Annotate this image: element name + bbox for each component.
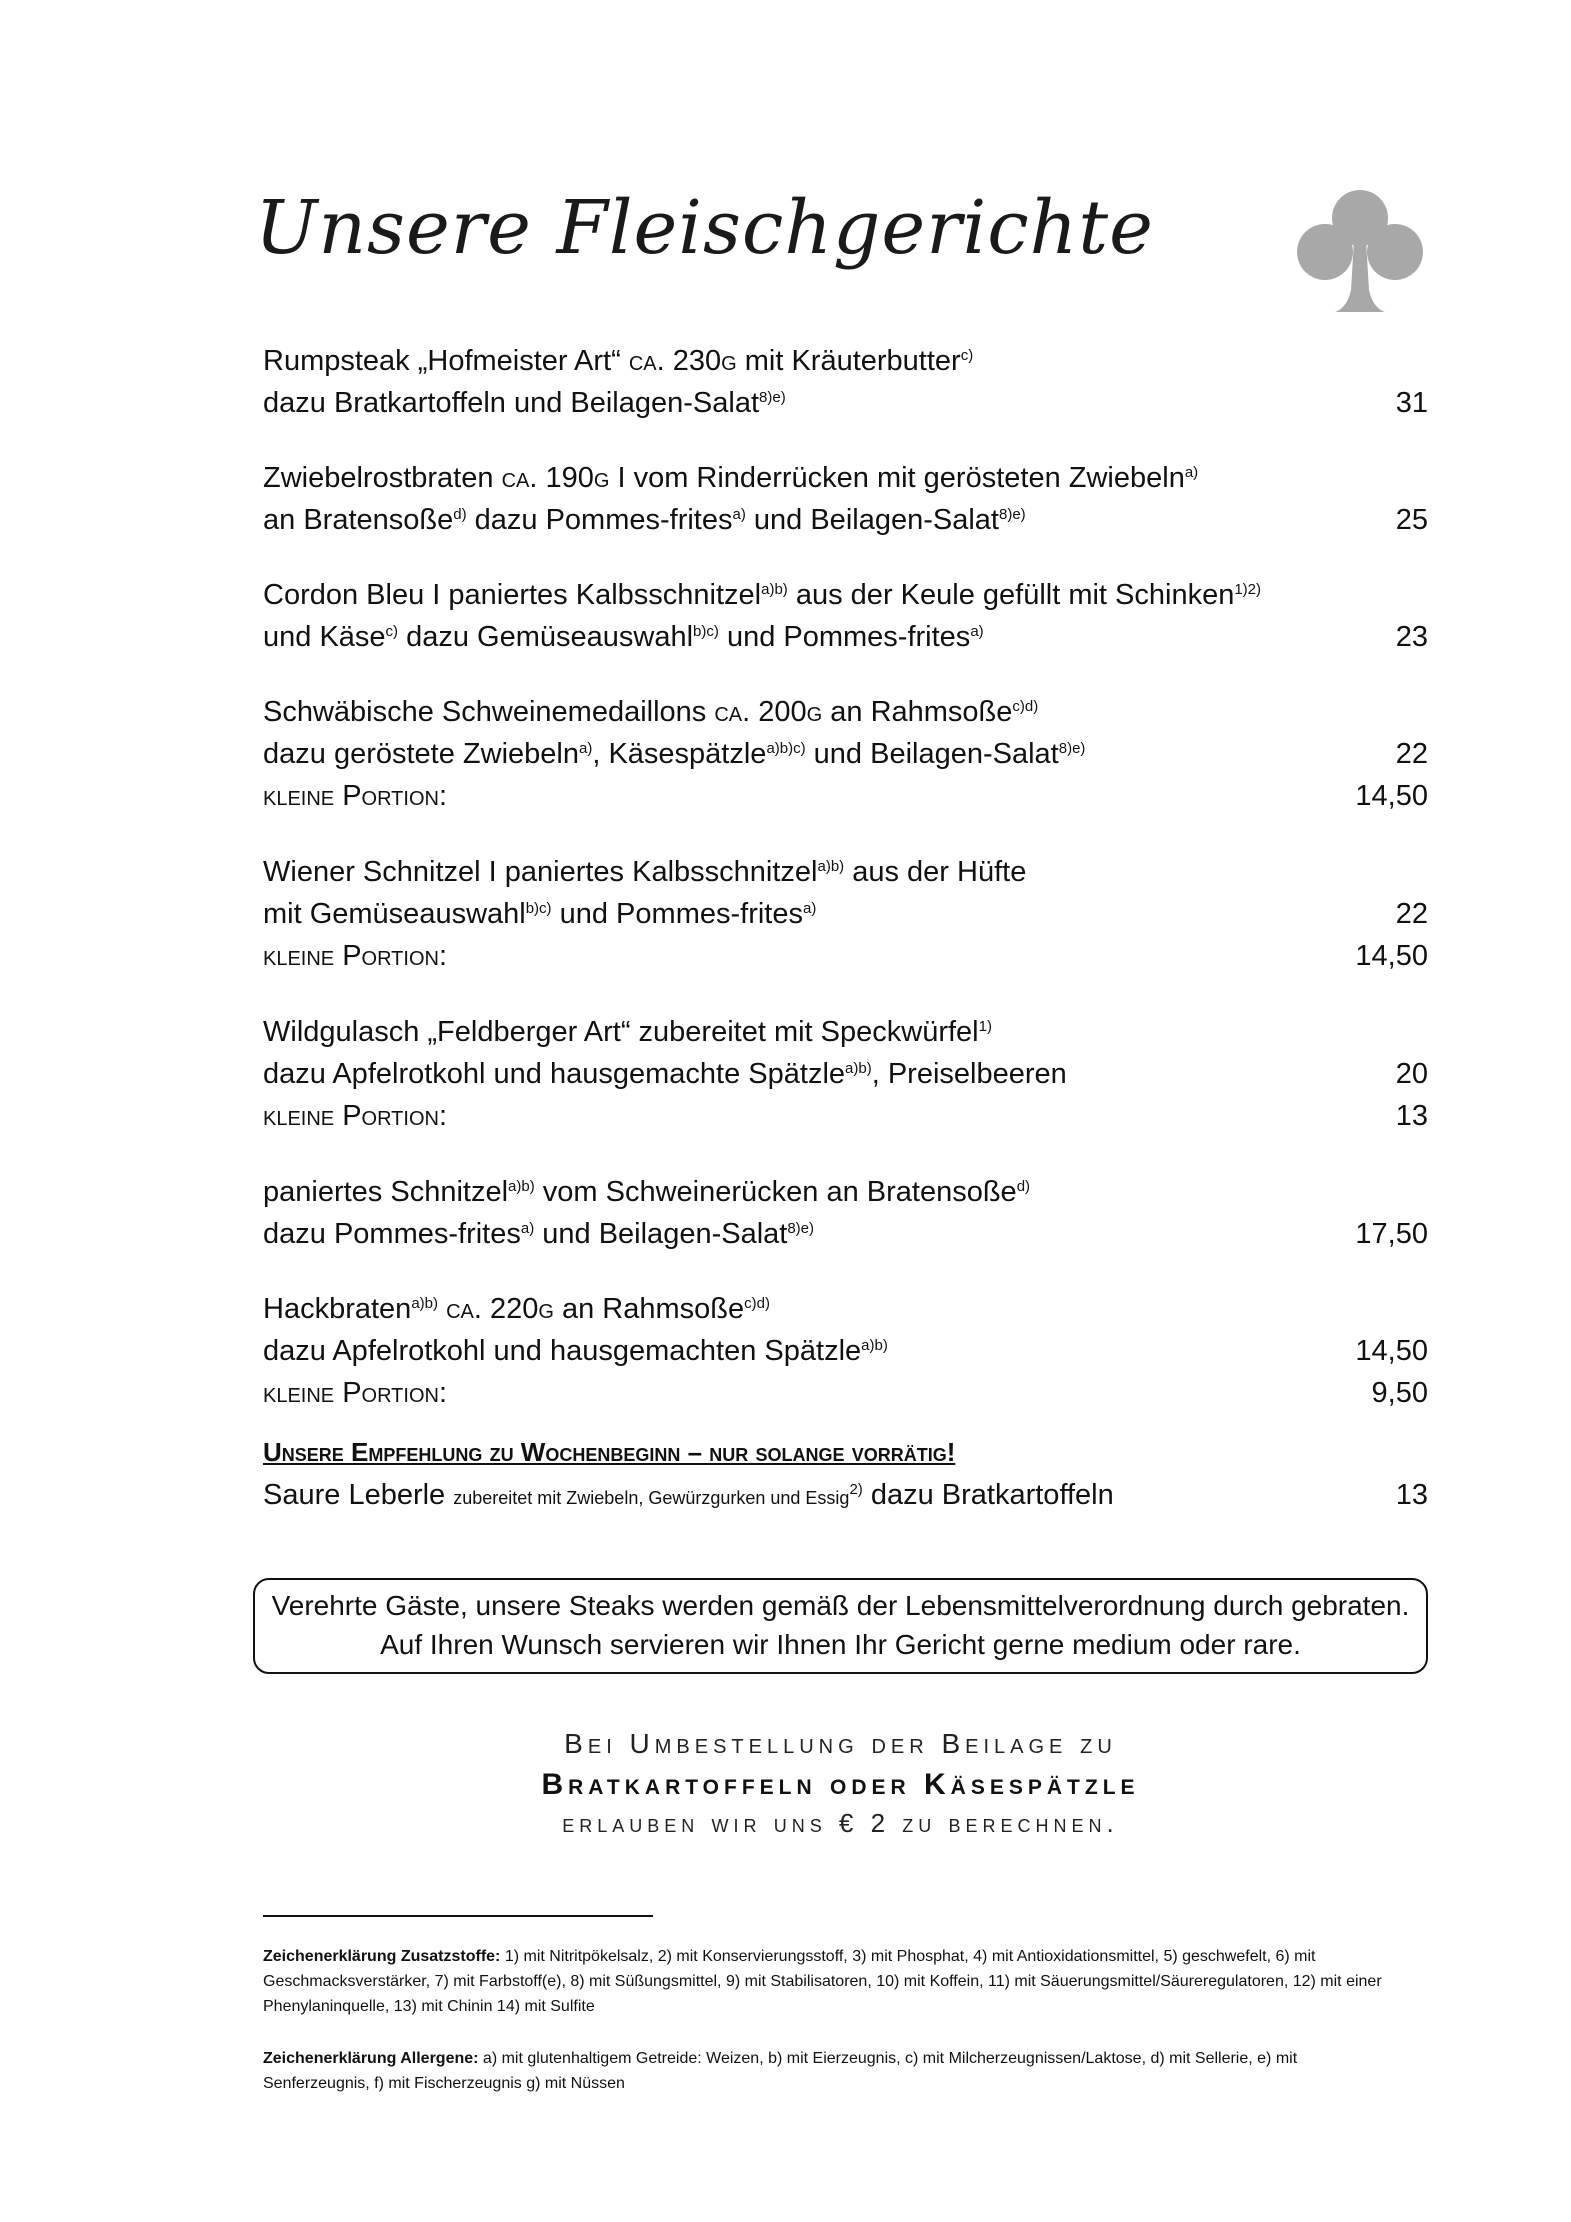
dish-line (263, 1330, 1428, 1372)
dish-price: 13 (1395, 1479, 1428, 1511)
dish-price: 17,50 (1355, 1218, 1428, 1250)
dish-line (263, 1372, 1428, 1414)
dish-line-text (263, 733, 1085, 775)
dish-text-part: vom Schweinerücken an Bratensoße (534, 1176, 1017, 1208)
dish-text-part: ca. 190g (501, 462, 610, 494)
footnote-marker: 8)e) (759, 389, 786, 406)
dish-line (263, 574, 1428, 616)
dish-line (263, 1095, 1428, 1137)
footnote-marker: d) (1016, 1178, 1031, 1195)
footnote-marker: a) (578, 740, 593, 757)
dish-line-text (263, 893, 816, 935)
dish-line-text (263, 1171, 1030, 1213)
dish-text-part: Hackbraten (263, 1293, 412, 1325)
dish-price: 22 (1395, 898, 1428, 930)
dish-price: 14,50 (1355, 940, 1428, 972)
dish-text-part: ca. 230g (628, 345, 737, 377)
dish-text-part: Saure Leberle (263, 1479, 454, 1511)
dish-text-part: aus der Keule gefüllt mit Schinken (787, 579, 1235, 611)
additives-label: Zeichenerklärung Zusatzstoffe: (263, 1948, 501, 1965)
dish-price: 9,50 (1371, 1377, 1428, 1409)
dish-line-text (263, 340, 973, 382)
dish-price: 23 (1395, 621, 1428, 653)
dish-text-part: Zwiebelrostbraten (263, 462, 502, 494)
additives-legend (263, 1944, 1403, 2019)
footnote-marker: c)d) (744, 1295, 770, 1312)
dish-line (263, 1474, 1428, 1519)
dish-line-text (263, 1095, 447, 1137)
dish-line-text (263, 775, 447, 817)
footnote-marker: c)d) (1012, 698, 1039, 715)
dish-line (263, 691, 1428, 733)
dish-text-part: , Käsespätzle (592, 738, 767, 770)
dish-text-part: dazu Bratkartoffeln und Beilagen-Salat (263, 387, 760, 419)
dish-text-part: an Bratensoße (263, 504, 454, 536)
footnote-marker: b)c) (525, 900, 552, 917)
dish-line (263, 616, 1428, 658)
dish-line-text (263, 1474, 1114, 1519)
dish-price: 25 (1395, 504, 1428, 536)
footnote-marker: a) (970, 623, 984, 640)
dish-line (263, 851, 1428, 893)
steak-notice-box (253, 1578, 1428, 1674)
menu-item (263, 691, 1428, 817)
footnote-marker: d) (453, 506, 467, 523)
dish-text-part: dazu Bratkartoffeln (862, 1479, 1114, 1511)
dish-text-part: kleine Portion: (263, 780, 448, 812)
footnote-marker: b)c) (693, 623, 719, 640)
dish-price: 14,50 (1355, 780, 1428, 812)
dish-text-part: dazu Pommes-frites (263, 1218, 521, 1250)
footnote-marker: a)b) (411, 1295, 438, 1312)
notice-line-1: Verehrte Gäste, unsere Steaks werden gemäß der Lebensmittelverordnung durch gebraten. (271, 1590, 1410, 1621)
club-suit-icon (1285, 180, 1435, 330)
page-title: Unsere Fleischgerichte (255, 185, 1154, 271)
dish-text-part: und Pommes-frites (718, 621, 971, 653)
dish-line (263, 775, 1428, 817)
allergens-label: Zeichenerklärung Allergene: (263, 2050, 479, 2067)
allergens-text: a) mit glutenhaltigem Getreide: Weizen, b) mit Eierzeugnis, c) mit Milcherzeugnissen/Laktose, d) mit Sellerie, e) mit Senferzeugnis, f) mit Fischerzeugnis g) mit Nüssen (263, 2050, 1298, 2092)
footnote-marker: 1) (978, 1018, 992, 1035)
dish-text-part: Rumpsteak „Hofmeister Art“ (263, 345, 629, 377)
dish-line (263, 935, 1428, 977)
menu-item (263, 340, 1428, 424)
footnote-marker: a) (520, 1220, 535, 1237)
menu-item (263, 1171, 1428, 1255)
dish-line-text (263, 691, 1038, 733)
dish-line (263, 733, 1428, 775)
menu-item (263, 574, 1428, 658)
dish-text-part: dazu Apfelrotkohl und hausgemachten Spätzle (263, 1335, 862, 1367)
dish-text-part: und Beilagen-Salat (534, 1218, 788, 1250)
dish-line (263, 340, 1428, 382)
dish-line (263, 382, 1428, 424)
dish-price: 20 (1395, 1058, 1428, 1090)
dish-text-part: Wiener Schnitzel I paniertes Kalbsschnitzel (263, 856, 818, 888)
dish-line-text (263, 1213, 814, 1255)
footnote-marker: a) (1184, 464, 1199, 481)
dish-line (263, 1288, 1428, 1330)
dish-text-part: Cordon Bleu I paniertes Kalbsschnitzel (263, 579, 762, 611)
dish-text-part: mit Gemüseauswahl (263, 898, 526, 930)
dish-line-text (263, 382, 786, 424)
dish-line (263, 1053, 1428, 1095)
allergens-legend (263, 2046, 1403, 2096)
dish-line (263, 457, 1428, 499)
footnote-divider (263, 1915, 653, 1917)
dish-price: 13 (1395, 1100, 1428, 1132)
side-change-line-2: Bratkartoffeln oder Käsespätzle (541, 1768, 1140, 1801)
dish-line-text (263, 1372, 447, 1414)
dish-line (263, 1171, 1428, 1213)
footnote-marker: a)b) (508, 1178, 535, 1195)
dish-line-text (263, 574, 1261, 616)
dish-line (263, 893, 1428, 935)
dish-text-part: Schwäbische Schweinemedaillons (263, 696, 715, 728)
dish-text-part: dazu geröstete Zwiebeln (263, 738, 579, 770)
dish-line (263, 1011, 1428, 1053)
dish-line-text (263, 1011, 992, 1053)
dish-text-part: dazu Apfelrotkohl und hausgemachte Spätzle (263, 1058, 846, 1090)
dish-text-part: Wildgulasch „Feldberger Art“ zubereitet mit Speckwürfel (263, 1016, 979, 1048)
footnote-marker: a) (732, 506, 746, 523)
dish-line-text (263, 935, 447, 977)
dish-text-part (438, 1293, 446, 1325)
dish-price: 31 (1395, 387, 1428, 419)
menu-item (263, 851, 1428, 977)
footnote-marker: a)b) (861, 1337, 888, 1354)
dish-text-part: und Beilagen-Salat (805, 738, 1059, 770)
recommendation-heading: Unsere Empfehlung zu Wochenbeginn – nur solange vorrätig! (263, 1437, 956, 1467)
footnote-marker: a)b)c) (766, 740, 806, 757)
dish-text-part: ca. 220g (446, 1293, 554, 1325)
dish-text-part: mit Kräuterbutter (736, 345, 961, 377)
dish-text-part: dazu Gemüseauswahl (398, 621, 694, 653)
footnote-marker: a) (802, 900, 817, 917)
side-change-line-3: erlauben wir uns € 2 zu berechnen. (562, 1808, 1119, 1838)
dish-text-part: an Rahmsoße (553, 1293, 745, 1325)
dish-text-part: dazu Pommes-frites (466, 504, 733, 536)
dish-text-part: ca. 200g (714, 696, 823, 728)
side-change-line-1: Bei Umbestellung der Beilage zu (564, 1728, 1117, 1759)
menu-item (263, 1288, 1428, 1414)
dish-text-part: an Rahmsoße (822, 696, 1013, 728)
dish-line-text (263, 457, 1198, 499)
dish-text-part: kleine Portion: (263, 1100, 448, 1132)
dish-line-text (263, 499, 1026, 541)
footnote-marker: 2) (849, 1481, 863, 1498)
footnote-marker: 8)e) (998, 506, 1026, 523)
dish-line (263, 1213, 1428, 1255)
dish-text-part: und Pommes-frites (551, 898, 803, 930)
footnote-marker: a)b) (817, 858, 845, 875)
footnote-marker: c) (960, 347, 974, 364)
dish-line-text (263, 616, 984, 658)
dish-line-text (263, 1053, 1067, 1095)
dish-line-text (263, 851, 1026, 893)
dish-text-part: und Käse (263, 621, 386, 653)
dish-line-text (263, 1288, 770, 1330)
dish-price: 22 (1395, 738, 1428, 770)
dish-price: 14,50 (1355, 1335, 1428, 1367)
dish-text-part: kleine Portion: (263, 940, 448, 972)
footnote-marker: 8)e) (787, 1220, 815, 1237)
footnote-marker: 1)2) (1234, 581, 1262, 598)
recommendation-dish (263, 1474, 1428, 1519)
dish-text-part: zubereitet mit Zwiebeln, Gewürzgurken und Essig (453, 1488, 850, 1508)
dish-text-part: aus der Hüfte (844, 856, 1027, 888)
footnote-marker: a)b) (845, 1060, 872, 1077)
footnote-marker: c) (385, 623, 399, 640)
dish-text-part: kleine Portion: (263, 1377, 448, 1409)
footnote-marker: a)b) (761, 581, 788, 598)
dish-text-part: I vom Rinderrücken mit gerösteten Zwiebeln (609, 462, 1185, 494)
dish-line-text (263, 1330, 888, 1372)
dish-text-part: , Preiselbeeren (871, 1058, 1067, 1090)
notice-line-2: Auf Ihren Wunsch servieren wir Ihnen Ihr Gericht gerne medium oder rare. (380, 1629, 1301, 1660)
menu-item (263, 457, 1428, 541)
footnote-marker: 8)e) (1058, 740, 1086, 757)
menu-item (263, 1011, 1428, 1137)
dish-text-part: paniertes Schnitzel (263, 1176, 509, 1208)
additives-text: 1) mit Nitritpökelsalz, 2) mit Konservierungsstoff, 3) mit Phosphat, 4) mit Antioxidationsmittel, 5) geschwefelt, 6) mit Geschmacksverstärker, 7) mit Farbstoff(e), 8) mit Süßungsmittel, 9) mit Stabilisatoren, 10) mit Koffein, 11) mit Säuerungsmittel/Säureregulatoren, 12) mit einer Phenylaninquelle, 13) mit Chinin 14) mit Sulfite (263, 1948, 1382, 2015)
dish-line (263, 499, 1428, 541)
dish-text-part: und Beilagen-Salat (745, 504, 999, 536)
